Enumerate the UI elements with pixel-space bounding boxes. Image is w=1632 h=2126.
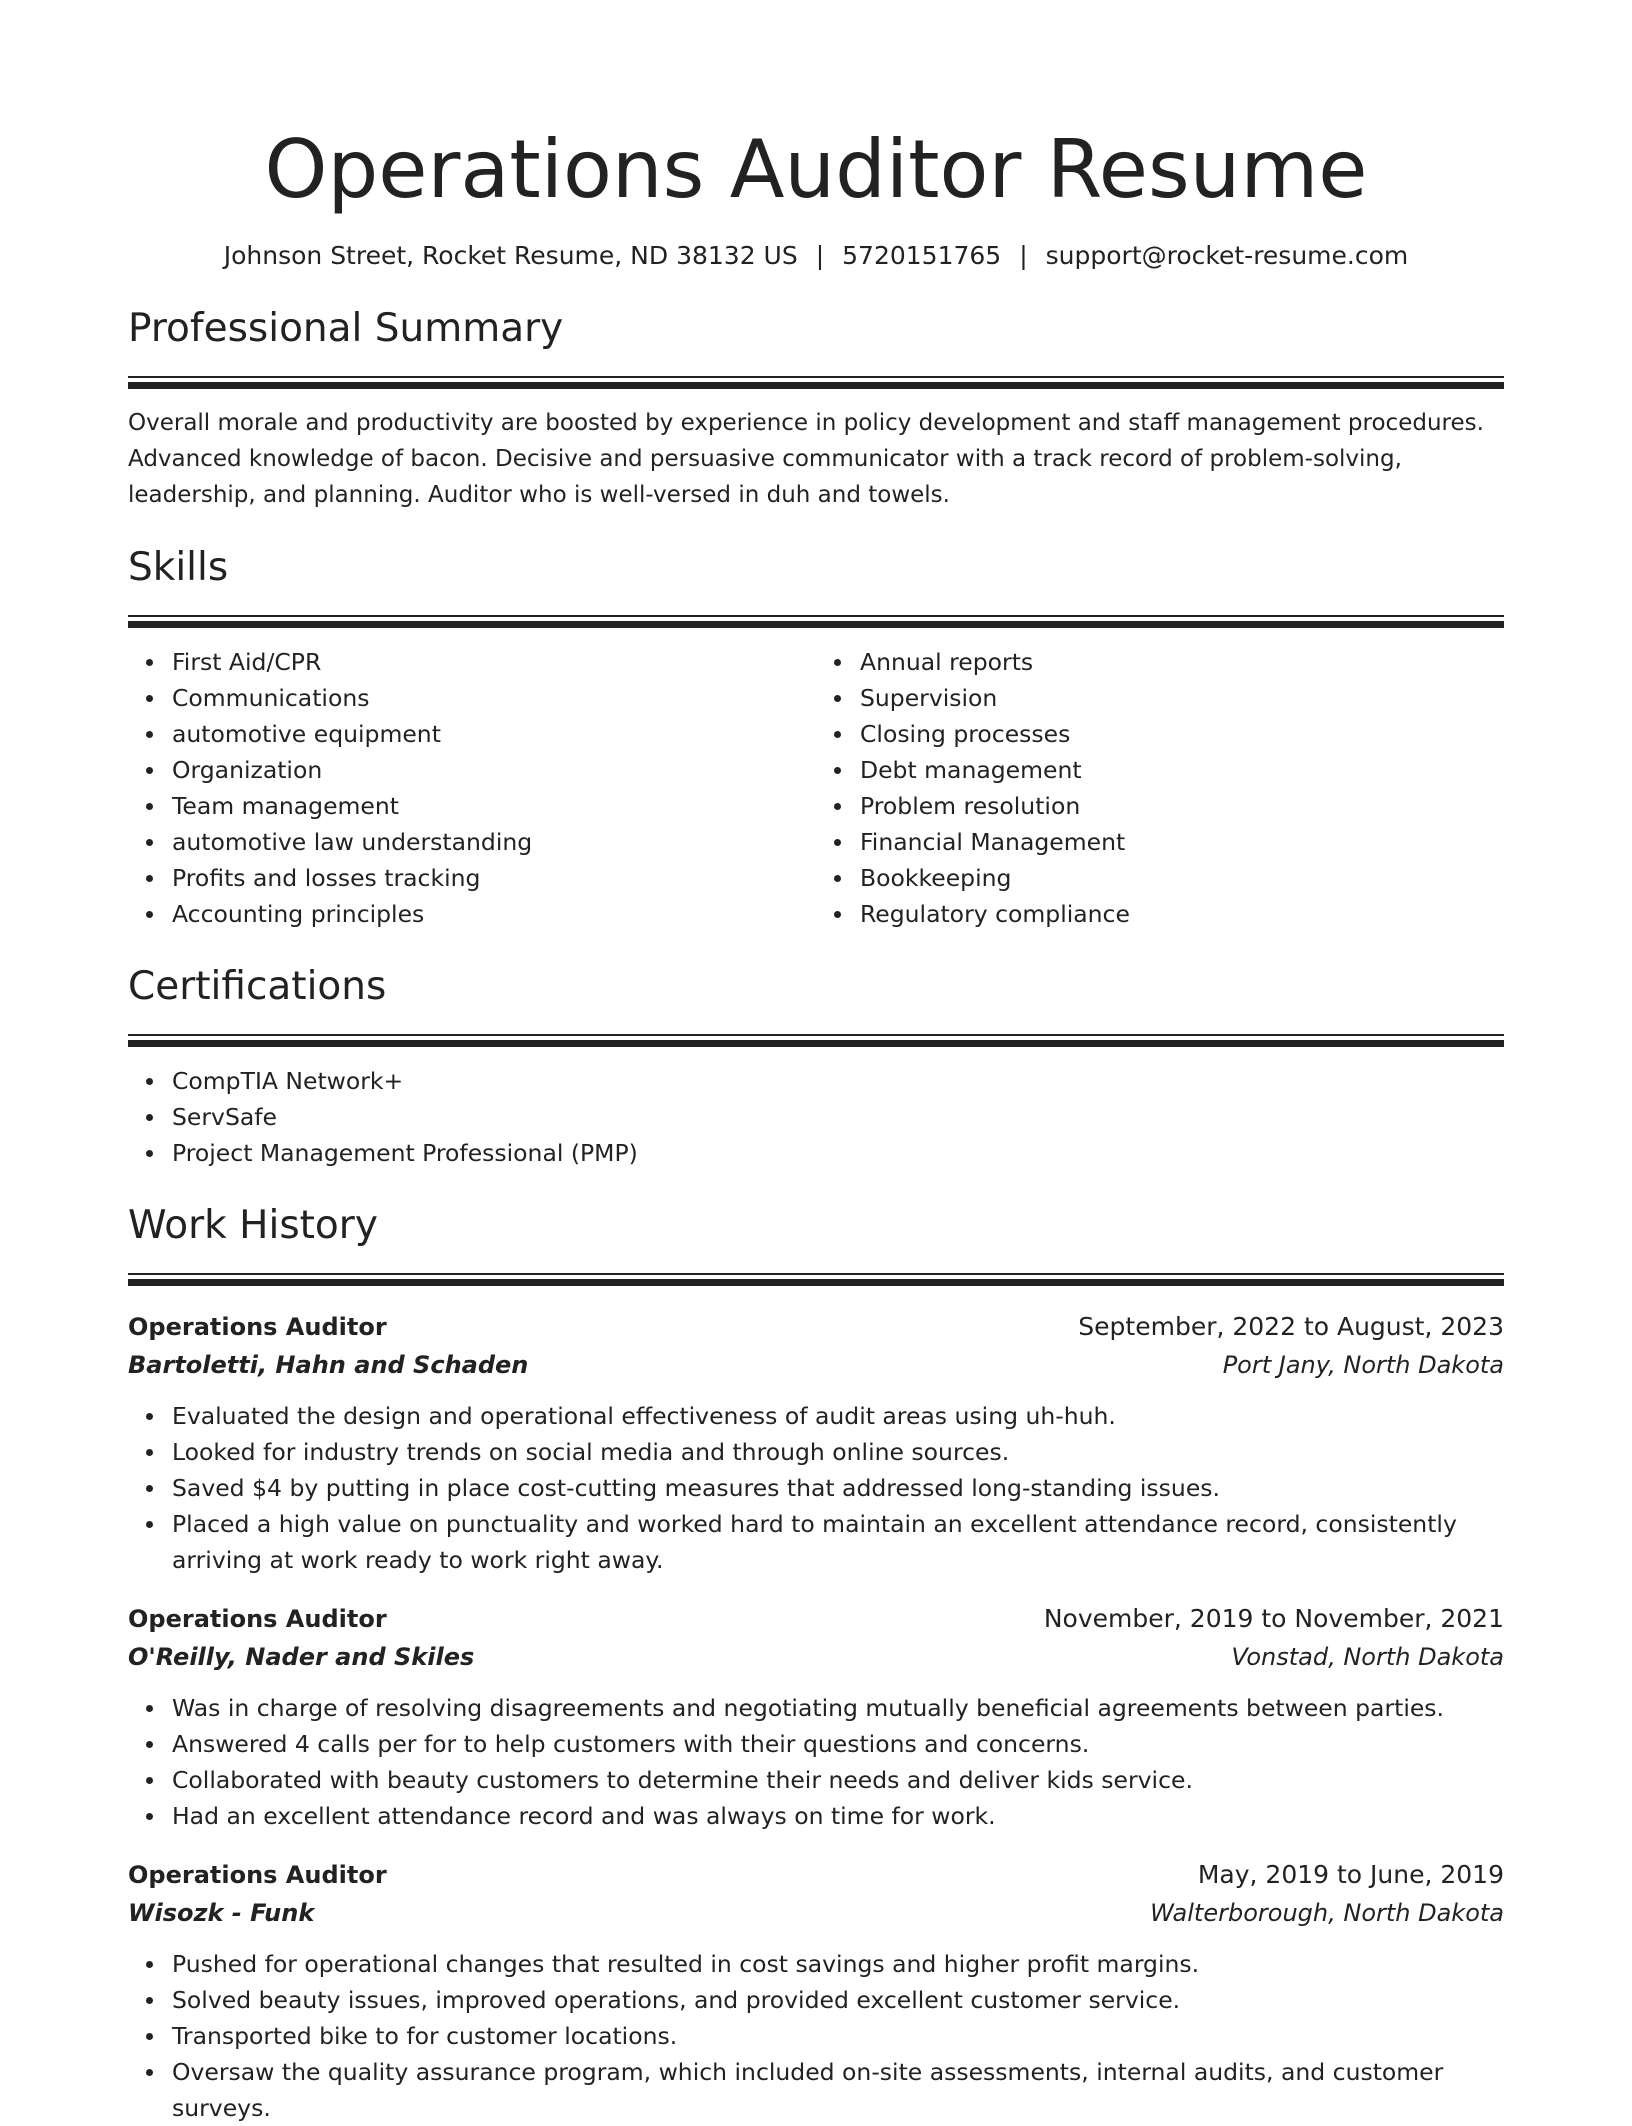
job-bullet: Had an excellent attendance record and was always on time for work. xyxy=(172,1798,1504,1834)
skill-item: Regulatory compliance xyxy=(860,896,1504,932)
job-subheader xyxy=(128,1638,1504,1676)
job-header xyxy=(128,1856,1504,1894)
job-bullet: Answered 4 calls per for to help customers with their questions and concerns. xyxy=(172,1726,1504,1762)
job-dates: November, 2019 to November, 2021 xyxy=(1043,1604,1504,1633)
job-location: Vonstad, North Dakota xyxy=(1231,1643,1504,1671)
job-bullet: Saved $4 by putting in place cost-cutting measures that addressed long-standing issues. xyxy=(172,1470,1504,1506)
job-bullets xyxy=(128,1398,1504,1578)
job-bullet: Collaborated with beauty customers to determine their needs and deliver kids service. xyxy=(172,1762,1504,1798)
skill-item: Accounting principles xyxy=(172,896,816,932)
section-divider xyxy=(128,1273,1504,1286)
skills-list-right xyxy=(816,644,1504,932)
certifications-section xyxy=(128,962,1504,1171)
skills-heading: Skills xyxy=(128,545,229,590)
job-subheader xyxy=(128,1346,1504,1384)
skill-item: automotive law understanding xyxy=(172,824,816,860)
contact-email: support@rocket-resume.com xyxy=(1045,241,1409,270)
skill-item: Team management xyxy=(172,788,816,824)
job-company: Wisozk - Funk xyxy=(128,1899,315,1927)
resume-page xyxy=(128,0,1504,2126)
skill-item: Financial Management xyxy=(860,824,1504,860)
skill-item: Annual reports xyxy=(860,644,1504,680)
job-title: Operations Auditor xyxy=(128,1313,387,1341)
certification-item: ServSafe xyxy=(172,1099,1504,1135)
job-entry xyxy=(128,1856,1504,2126)
skill-item: Communications xyxy=(172,680,816,716)
skill-item: Problem resolution xyxy=(860,788,1504,824)
certification-item: CompTIA Network+ xyxy=(172,1063,1504,1099)
job-bullet: Looked for industry trends on social media and through online sources. xyxy=(172,1434,1504,1470)
job-bullet: Solved beauty issues, improved operations, and provided excellent customer service. xyxy=(172,1982,1504,2018)
job-subheader xyxy=(128,1894,1504,1932)
skill-item: Closing processes xyxy=(860,716,1504,752)
page-title: Operations Auditor Resume xyxy=(264,123,1368,216)
skills-columns xyxy=(128,644,1504,932)
job-entry xyxy=(128,1600,1504,1834)
job-bullet: Placed a high value on punctuality and worked hard to maintain an excellent attendance record, consistently arriving at work ready to work right away. xyxy=(172,1506,1504,1578)
job-entry xyxy=(128,1308,1504,1578)
job-bullets xyxy=(128,1946,1504,2126)
certifications-list xyxy=(128,1063,1504,1171)
section-divider xyxy=(128,376,1504,389)
job-bullet: Oversaw the quality assurance program, which included on-site assessments, internal audits, and customer surveys. xyxy=(172,2054,1504,2126)
job-bullet: Was in charge of resolving disagreements and negotiating mutually beneficial agreements between parties. xyxy=(172,1690,1504,1726)
job-bullets xyxy=(128,1690,1504,1834)
skill-item: Bookkeeping xyxy=(860,860,1504,896)
job-bullet: Pushed for operational changes that resulted in cost savings and higher profit margins. xyxy=(172,1946,1504,1982)
contact-separator: | xyxy=(1019,241,1028,270)
contact-line xyxy=(128,238,1504,274)
work-history-section xyxy=(128,1201,1504,2126)
job-bullet: Evaluated the design and operational effectiveness of audit areas using uh-huh. xyxy=(172,1398,1504,1434)
job-company: Bartoletti, Hahn and Schaden xyxy=(128,1351,529,1379)
certifications-heading: Certifications xyxy=(128,964,387,1009)
job-location: Port Jany, North Dakota xyxy=(1222,1351,1504,1379)
job-dates: September, 2022 to August, 2023 xyxy=(1078,1312,1504,1341)
skills-list-left xyxy=(128,644,816,932)
certification-item: Project Management Professional (PMP) xyxy=(172,1135,1504,1171)
job-dates: May, 2019 to June, 2019 xyxy=(1197,1860,1504,1889)
section-divider xyxy=(128,615,1504,628)
contact-phone: 5720151765 xyxy=(842,241,1002,270)
section-divider xyxy=(128,1034,1504,1047)
summary-section xyxy=(128,304,1504,513)
job-bullet: Transported bike to for customer locations. xyxy=(172,2018,1504,2054)
summary-text: Overall morale and productivity are boosted by experience in policy development and staff management procedures. Advanced knowledge of bacon. Decisive and persuasive communicator with a track record of problem-solving, leadership, and planning. Auditor who is well-versed in duh and towels. xyxy=(128,410,1484,508)
job-header xyxy=(128,1308,1504,1346)
job-title: Operations Auditor xyxy=(128,1605,387,1633)
job-header xyxy=(128,1600,1504,1638)
job-company: O'Reilly, Nader and Skiles xyxy=(128,1643,475,1671)
work-history-heading: Work History xyxy=(128,1203,378,1248)
skill-item: Debt management xyxy=(860,752,1504,788)
skill-item: Supervision xyxy=(860,680,1504,716)
summary-heading: Professional Summary xyxy=(128,306,564,351)
job-title: Operations Auditor xyxy=(128,1861,387,1889)
skills-section xyxy=(128,543,1504,932)
skill-item: First Aid/CPR xyxy=(172,644,816,680)
skill-item: Profits and losses tracking xyxy=(172,860,816,896)
skill-item: Organization xyxy=(172,752,816,788)
contact-address: Johnson Street, Rocket Resume, ND 38132 US xyxy=(223,241,798,270)
contact-separator: | xyxy=(815,241,825,270)
job-location: Walterborough, North Dakota xyxy=(1150,1899,1504,1927)
skill-item: automotive equipment xyxy=(172,716,816,752)
